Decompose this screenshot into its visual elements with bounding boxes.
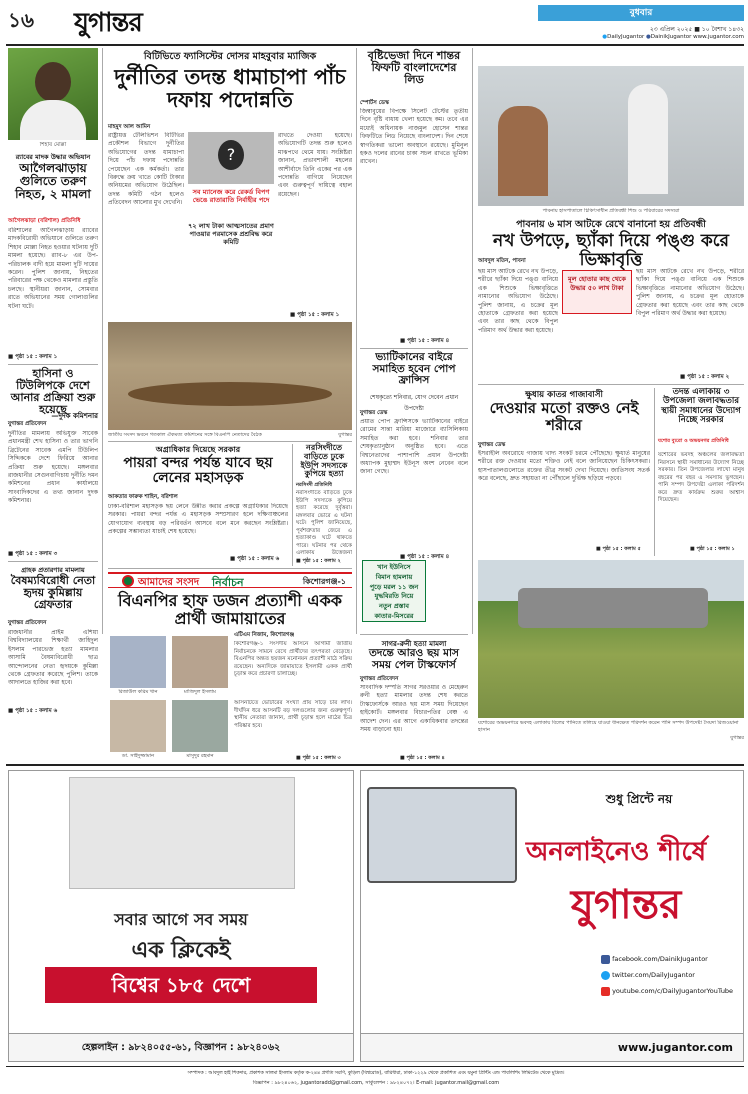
col1-headline: আগৈলঝাড়ায় গুলিতে তরুণ নিহত, ২ মামলা <box>15 161 91 202</box>
khan-younis-box <box>362 560 426 622</box>
rule-colD-right <box>472 48 473 634</box>
cricket-headline: বৃষ্টিভেজা দিনে শান্তর ফিফটি বাংলাদেশের লিড <box>367 49 461 87</box>
cricket-body: জিম্বাবুয়ের বিপক্ষে সিলেট টেস্টের তৃতীয় দিনে বৃষ্টি বাধায় খেলা হয়েছে কম। তবে এর মধ্যেই অধিনায়ক নাজমুল হোসেন শান্তর ফিফটিতে লিড নিয়েছে বাংলাদেশ। দিন শেষে স্বাগতিকরা ভালো অবস্থানে রয়েছে। মুমিনুল হকও দলের রানের চাকা সচল রাখতে ভূমিকা রাখেন। <box>360 108 468 166</box>
gaza-headline: দেওয়ার মতো রক্তও নেই শরীরে <box>489 399 639 434</box>
storya-kicker: অগ্রাধিকার দিয়েছে সরকার <box>155 445 241 454</box>
header-url[interactable]: www.jugantor.com <box>693 34 744 40</box>
ad-left-line3: বিশ্বের ১৮৫ দেশে <box>45 967 317 1003</box>
flood-continued: ■ পৃষ্ঠা ১৫ : কলাম ১ <box>690 546 735 552</box>
pope-subhead: শেষকৃত্যে শনিবার, যোগ দেবেন প্রধান উপদেষ্টা <box>369 394 459 412</box>
box-line-4: যুদ্ধবিরতি নিয়ে <box>374 592 414 601</box>
ad-right-brand: যুগান্তর <box>570 881 682 928</box>
col1c-body: রাজধানীর প্রাইম এশিয়া বিশ্ববিদ্যালয়ের শিক্ষার্থী জাহিদুল ইসলাম পারভেজ হত্যা মামলার আসামি বৈষম্যবিরোধী ছাত্র আন্দোলনের নেতা হৃদয়কে কুমিল্লা থেকে গ্রেফতার করেছে পুলিশ। তাকে আদালতে হাজির করা হবে। <box>8 629 98 687</box>
col1b-body: দুর্নীতির মামলায় অভিযুক্ত সাবেক প্রধানমন্ত্রী শেখ হাসিনা ও তার ভাগনি ব্রিটেনের সাবেক এমপি টিউলিপ সিদ্দিককে দেশে ফিরিয়ে আনার প্রক্রিয়া শুরু হয়েছে। মঙ্গলবার রাজধানীর সেগুনবাগিচায় দুর্নীতি দমন কমিশনের প্রধান কার্যালয়ে সাংবাদিকদের এ তথ্য জানান দুদক কমিশনার। <box>8 430 98 505</box>
lead-body: রাষ্ট্রায়ত্ত টেলিভিশন বিটিভির প্রকৌশল বিভাগে দুর্নীতির অভিযোগের তদন্ত ধামাচাপা দিয়ে পাঁচ দফায় পদোন্নতি পেয়েছেন এক কর্মকর্তা। তার বিরুদ্ধে ক্রয় খাতে কোটি টাকার অনিয়মের অভিযোগ উঠেছিল। তদন্ত কমিটি গঠন হলেও প্রতিবেদন আলোর মুখ দেখেনি। <box>108 132 184 207</box>
person-body-shape <box>20 100 86 140</box>
date-line: ২৩ এপ্রিল ২০২৫ ■ ১০ বৈশাখ ১৪৩২ <box>649 26 744 33</box>
footer-rule <box>6 1066 744 1067</box>
gaza-continued: ■ পৃষ্ঠা ১৫ : কলাম ৫ <box>596 546 641 552</box>
suspicion-icon: ? <box>218 140 244 170</box>
col1b-subhead: —দুদক কমিশনার <box>51 412 98 420</box>
election-area: কিশোরগঞ্জ-১ <box>302 577 346 586</box>
candidate-name-2: মাজিদুল ইসলাম <box>184 689 216 695</box>
storyb-byline: নরসিংদী প্রতিনিধি <box>296 482 332 488</box>
storya-byline: আকতার ফারুক শাহিন, বরিশাল <box>108 494 178 500</box>
lead-kicker: বিটিভিতে ফ্যাসিস্টের দোসর মাহবুবার ম্যাজিক <box>143 51 317 62</box>
ad-right-tag: শুধু প্রিন্টে নয় <box>605 792 673 806</box>
box-line-2: বিমান হামলায় <box>375 572 413 581</box>
footer-line-2: বিজ্ঞাপন : ৯৮২৪০৬২, jugantoradd@gmail.com, সার্কুলেশন : ৯৮২৪০৭২। E-mail: jugantor.mail@gmail.com <box>252 1080 500 1086</box>
ad-facebook-link[interactable]: facebook.com/DainikJugantor <box>612 955 708 963</box>
sagar-body: সাংবাদিক দম্পতি সাগর সরওয়ার ও মেহেরুন রুনী হত্যা মামলার তদন্ত শেষ করতে টাস্কফোর্সকে আরও ছয় মাস সময় দিয়েছেন হাইকোর্ট। মঙ্গলবার বিচারপতির বেঞ্চ এ আদেশ দেন। এর আগে একাধিকবার তদন্তের সময় বাড়ানো হয়। <box>360 684 468 734</box>
flood-body: যশোরের ভবদহ অঞ্চলের জলাবদ্ধতা নিরসনে স্থায়ী সমাধানের উদ্যোগ নিচ্ছে সরকার। তিন উপজেলার লাখো মানুষ বছরের পর বছর এ সমস্যায় ভুগছেন। পানি সম্পদ উপদেষ্টা এলাকা পরিদর্শন করে দ্রুত কার্যক্রম শুরুর আশ্বাস দিয়েছেন। <box>658 452 744 503</box>
ad-right <box>360 770 744 1062</box>
box-line-5: নতুন প্রস্তাব <box>379 602 409 611</box>
ad-twitter-row[interactable] <box>601 967 741 983</box>
cricket-byline: স্পোর্টস ডেস্ক <box>360 100 389 106</box>
election-headline: বিএনপির হাফ ডজন প্রত্যাশী একক প্রার্থী জামায়াতের <box>118 591 342 628</box>
field-photo-caption: যশোরের অভয়নগরে ভবদহ এলাকায় বিলের পানিতে তলিয়ে যাওয়া ধানক্ষেত পরিদর্শন করেন পানি সম্পদ উপদেষ্টা সৈয়দা রিজওয়ানা হাসান <box>478 720 739 733</box>
header-social <box>498 34 744 40</box>
ad-youtube-link[interactable]: youtube.com/c/DailyJugantorYouTube <box>612 987 734 995</box>
facebook-icon <box>601 955 610 964</box>
day-badge: বুধবার <box>538 5 744 21</box>
election-brand: আমাদের সংসদ <box>138 577 200 588</box>
col1c-kicker: গ্রাহক প্রতারণার মামলায় <box>21 566 85 574</box>
storyb-body: নরসিংদীতে বাড়িতে ঢুকে ইউপি সদস্যকে কুপিয়ে হত্যা করেছে দুর্বৃত্তরা। মঙ্গলবার ভোরে এ ঘটনা ঘটে। পুলিশ জানিয়েছে, পূর্বশত্রুতার জেরে এ হত্যাকাণ্ড ঘটে থাকতে পারে। ঘটনার পর থেকে এলাকায় উত্তেজনা <box>296 490 352 556</box>
ad-left-line2: এক ক্লিকেই <box>131 938 231 963</box>
box-line-3: পুড়ে মরল ১১ জন <box>369 582 419 591</box>
pabna-pullquote: মূল হোতার কাছ থেকে উদ্ধার ৫০ লাখ টাকা <box>562 270 632 314</box>
meeting-photo-caption: জাতীয় সংসদ ভবনে গতকাল ঐকমত্য কমিশনের সঙ্গে বিএনপি নেতাদের বৈঠক <box>108 432 262 438</box>
gaza-kicker: ক্ষুধায় কাতর গাজাবাসী <box>525 390 603 400</box>
candidate-photo-4 <box>172 700 228 752</box>
election-top-rule <box>108 568 352 569</box>
lead-byline: মাহমুদ আল আমিন <box>108 124 151 130</box>
person-white-shape <box>628 84 668 194</box>
ad-left-line1: সবার আগে সব সময় <box>114 910 248 929</box>
rule-col1 <box>102 48 103 634</box>
col1c-headline: বৈষম্যবিরোধী নেতা হৃদয় কুমিল্লায় গ্রেফতার <box>10 574 96 612</box>
lead-pullquote-1: সব ম্যানেজ করে রেকর্ড বিপণ ভেঙে রাতারাতি নির্বাহীর পদে <box>192 188 270 204</box>
gaza-byline: যুগান্তর ডেস্ক <box>478 442 506 448</box>
pope-body: প্রয়াত পোপ ফ্রান্সিসকে ভ্যাটিকানের বাইরে রোমের সান্তা মারিয়া মাজোরে ব্যাসিলিকায় সমাহিত করা হবে। শনিবার তার শেষকৃত্যানুষ্ঠান অনুষ্ঠিত হবে। এতে বিশ্বনেতাদের পাশাপাশি প্রধান উপদেষ্টা অধ্যাপক মুহাম্মদ ইউনূস অংশ নেবেন বলে জানা গেছে। <box>360 418 468 476</box>
ad-left-hotline: হেল্পলাইন : ৯৮২৪০৫৫-৬১, বিজ্ঞাপন : ৯৮২৪০৬২ <box>9 1033 353 1061</box>
col1-sep1 <box>8 364 98 365</box>
cricket-continued: ■ পৃষ্ঠা ১৫ : কলাম ৪ <box>400 338 450 344</box>
colE-sep1 <box>478 384 744 385</box>
election-band <box>108 572 352 588</box>
lead-sep <box>108 441 352 442</box>
lead-headline: দুর্নীতির তদন্ত ধামাচাপা পাঁচ দফায় পদোন্নতি <box>114 65 346 113</box>
table-shape <box>128 382 332 406</box>
pabna-body-2: ছয় মাস আটকে রেখে নখ উপড়ে, শরীরে ছ্যাঁকা দিয়ে পঙ্গু বানিয়ে এক শিশুকে ভিক্ষাবৃত্তিতে নামানোর অভিযোগ উঠেছে। পুলিশ জানায়, এ চক্রের মূল হোতাকে গ্রেফতার করা হয়েছে এবং তার কাছ থেকে বিপুল পরিমাণ অর্থ উদ্ধার করা হয়েছে। <box>636 268 744 318</box>
ad-left <box>8 770 354 1062</box>
page-number: ১৬ <box>8 8 34 32</box>
storyb-continued: ■ পৃষ্ঠা ১৫ : কলাম ২ <box>296 558 341 564</box>
election-title: নির্বাচন <box>212 576 244 589</box>
social-twitter[interactable]: DailyJugantor <box>607 34 645 40</box>
election-logo-icon <box>122 575 134 587</box>
lead-illustration <box>188 132 274 184</box>
col1-body: বরিশালের আগৈলঝাড়ায় র‍্যাবের মাদকবিরোধী অভিযানে গুলিতে তরুণ শিহাব মোল্লা নিহত হওয়ার ঘটনায় দুটি মামলা হয়েছে। র‍্যাব-৮ এর উপ-পরিচালক বাদী হয়ে মামলা দুটি দায়ের করেন। পুলিশ জানায়, নিহতের পরিবারের পক্ষ থেকেও মামলার প্রস্তুতি চলছে। স্থানীয়রা জানান, সোমবার রাতে অভিযানের সময় গোলাগুলির ঘটনা ঘটে। <box>8 227 98 310</box>
youtube-icon <box>601 987 610 996</box>
lead-pullquote-2: ৭২ লাখ টাকা আত্মসাতের প্রমাণ পাওয়ার পরমাসেক প্রশ্রবিদ্ধ করে কমিটি <box>188 222 274 246</box>
masthead: যুগান্তর <box>74 8 142 38</box>
col1b-headline: হাসিনা ও টিউলিপকে দেশে আনার প্রক্রিয়া শুরু হয়েছে <box>10 367 96 417</box>
pabna-photo <box>478 66 744 206</box>
storya-headline: পায়রা বন্দর পর্যন্ত যাবে ছয় লেনের মহাসড়ক <box>123 455 273 487</box>
candidate-name-4: মাসুদুর রহমান <box>186 753 214 759</box>
col1c-byline: যুগান্তর প্রতিবেদন <box>8 620 47 626</box>
pope-continued: ■ পৃষ্ঠা ১৫ : কলাম ৪ <box>400 554 450 560</box>
pabna-photo-caption: পাবনায় হাসপাতালে চিকিৎসাধীন প্রতিবন্ধী শিশু ও পরিবারের সদস্যরা <box>542 208 680 214</box>
victim-photo <box>8 48 98 140</box>
storyab-rule <box>292 444 293 566</box>
sagar-continued: ■ পৃষ্ঠা ১৫ : কলাম ৪ <box>400 755 445 761</box>
storya-body: ঢাকা-বরিশাল মহাসড়ক ছয় লেনে উন্নীত করার প্রকল্পে অগ্রাধিকার দিয়েছে সরকার। পায়রা বন্দর পর্যন্ত এ মহাসড়ক সম্প্রসারণ হলে দক্ষিণাঞ্চলের যোগাযোগ ব্যবস্থায় বড় পরিবর্তন আসবে বলে মনে করছেন সংশ্লিষ্টরা। প্রকল্পের সম্ভাব্যতা যাচাই শেষ হয়েছে। <box>108 503 288 536</box>
person-silhouette-icon <box>35 62 71 102</box>
col1-continued: ■ পৃষ্ঠা ১৫ : কলাম ১ <box>8 354 58 360</box>
ad-top-rule <box>6 764 744 766</box>
victim-photo-caption: শিহাব মোল্লা <box>39 142 67 148</box>
pope-byline: যুগান্তর ডেস্ক <box>360 410 388 416</box>
ad-right-social <box>601 951 741 999</box>
footer-line-1: সম্পাদক : আবদুল হাই শিকদার, প্রকাশক সালমা ইসলাম কর্তৃক ক-২৪৪ প্রগতি সরণি, কুড়িল (বিশ্বরোড), বারিধারা, ঢাকা-১২২৯ থেকে প্রকাশিত এবং যমুনা প্রিন্টিং এন্ড পাবলিশিং লিমিটেড থেকে মুদ্রিত। <box>187 1071 565 1076</box>
box-line-1: খান ইউনিসে <box>377 563 411 571</box>
election-continued: ■ পৃষ্ঠা ১৫ : কলাম ৩ <box>296 755 341 761</box>
col1b-continued: ■ পৃষ্ঠা ১৫ : কলাম ৩ <box>8 551 58 557</box>
twitter-icon <box>601 971 610 980</box>
header-rule <box>6 44 744 46</box>
sagar-kicker: সাগর-রুনী হত্যা মামলা <box>381 640 447 648</box>
rule-colD-left <box>356 48 357 634</box>
facebook-icon: ● <box>645 34 651 40</box>
twitter-icon: ● <box>602 34 608 40</box>
colD-sep1 <box>360 348 468 349</box>
ad-youtube-row[interactable] <box>601 983 741 999</box>
col1-sep2 <box>8 561 98 562</box>
ad-facebook-row[interactable] <box>601 951 741 967</box>
sagar-top-rule <box>360 634 468 635</box>
pabna-body: ছয় মাস আটকে রেখে নখ উপড়ে, শরীরে ছ্যাঁকা দিয়ে পঙ্গু বানিয়ে এক শিশুকে ভিক্ষাবৃত্তিতে নামানোর অভিযোগ উঠেছে। পুলিশ জানায়, এ চক্রের মূল হোতাকে গ্রেফতার করা হয়েছে এবং তার কাছ থেকে বিপুল পরিমাণ অর্থ উদ্ধার করা হয়েছে। <box>478 268 558 334</box>
candidate-name-1: রিজাউল করিম খান <box>118 689 158 695</box>
election-body: কিশোরগঞ্জ-১ সংসদীয় আসনে আগামী জাতীয় নির্বাচনকে সামনে রেখে প্রার্থীদের তৎপরতা বেড়েছে। বিএনপির অন্তত ছয়জন মনোনয়ন প্রত্যাশী মাঠে সক্রিয় রয়েছেন। অন্যদিকে জামায়াতে ইসলামী একক প্রার্থী চূড়ান্ত করে প্রচারণা চালাচ্ছে। <box>234 641 352 677</box>
meeting-photo <box>108 322 352 430</box>
col1-byline: আগৈলঝাড়া (বরিশাল) প্রতিনিধি <box>8 218 81 224</box>
election-body-2: আসনটিতে ভোটারের সংখ্যা প্রায় সাড়ে চার লাখ। দীর্ঘদিন ধরে আসনটি বড় দলগুলোর জন্য গুরুত্বপূর্ণ। স্থানীয় নেতারা জানান, প্রার্থী চূড়ান্ত হলে মাঠের চিত্র পরিষ্কার হবে। <box>234 700 352 729</box>
pope-headline: ভ্যাটিকানের বাইরে সমাহিত হবেন পোপ ফ্রান্সিস <box>372 351 456 387</box>
candidate-photo-3 <box>110 700 166 752</box>
child-shape <box>498 106 548 196</box>
social-facebook[interactable]: DainikJugantor <box>650 34 692 40</box>
col1b-byline: যুগান্তর প্রতিবেদন <box>8 421 47 427</box>
col1c-continued: ■ পৃষ্ঠা ১৫ : কলাম ৬ <box>8 708 58 714</box>
lead-continued: ■ পৃষ্ঠা ১৫ : কলাম ১ <box>290 312 340 318</box>
pabna-continued: ■ পৃষ্ঠা ১৫ : কলাম ২ <box>680 374 730 380</box>
crowd-shape <box>518 588 708 628</box>
ad-twitter-link[interactable]: twitter.com/DailyJugantor <box>612 971 695 979</box>
candidate-name-3: ডা. সাইদুজ্জামান <box>121 753 155 759</box>
candidate-photo-2 <box>172 636 228 688</box>
flood-byline: যশোর ব্যুরো ও অভয়নগর প্রতিনিধি <box>658 438 729 444</box>
gaza-rule <box>654 388 655 556</box>
lead-body-2: রাখতে দেওয়া হয়েছে। অভিযোগটি তদন্ত শুরু হলেও মাঝপথে থেমে যায়। সংশ্লিষ্টরা জানান, প্রভাবশালী মহলের আশীর্বাদে তিনি একের পর এক পদোন্নতি বাগিয়ে নিয়েছেন এবং গুরুত্বপূর্ণ দায়িত্বে বহাল রয়েছেন। <box>278 132 352 198</box>
election-byline: এটিএম নিজাম, কিশোরগঞ্জ <box>234 632 295 638</box>
gaza-body: ইসরাইলি অবরোধে গাজায় খাদ্য সংকট চরমে পৌঁছেছে। ক্ষুধার্ত মানুষের শরীরে রক্ত দেওয়ার মতো শক্তিও নেই বলে জানিয়েছেন চিকিৎসকরা। হাসপাতালগুলোতে রক্তের তীব্র সংকট দেখা দিয়েছে। জাতিসংঘ সতর্ক করে বলেছে, দ্রুত সহায়তা না পৌঁছালে দুর্ভিক্ষ ছড়িয়ে পড়বে। <box>478 450 650 483</box>
sagar-headline: তদন্তে আরও ছয় মাস সময় পেল টাস্কফোর্স <box>369 647 459 671</box>
field-photo <box>478 560 744 718</box>
box-line-6: কাতার-মিসরের <box>374 611 414 620</box>
pabna-byline: আবদুল মতিন, পাবনা <box>478 258 526 264</box>
pabna-headline: নখ উপড়ে, ছ্যাঁকা দিয়ে পঙ্গু করে ভিক্ষাবৃত্তি <box>493 231 729 270</box>
storya-continued: ■ পৃষ্ঠা ১৫ : কলাম ৬ <box>230 556 280 562</box>
candidate-photo-1 <box>110 636 166 688</box>
pabna-kicker: পাবনায় ৬ মাস আটকে রেখে বানানো হয় প্রতিবন্ধী <box>516 219 706 230</box>
storyb-headline: নরসিংদীতে বাড়িতে ঢুকে ইউপি সদস্যকে কুপিয়ে হত্যা <box>300 443 348 479</box>
field-photo-credit: যুগান্তর <box>730 735 744 741</box>
ad-newspaper-image <box>69 777 295 889</box>
ad-right-line1: অনলাইনেও শীর্ষে <box>525 837 707 867</box>
ad-right-url[interactable]: www.jugantor.com <box>361 1033 743 1061</box>
sagar-byline: যুগান্তর প্রতিবেদন <box>360 676 399 682</box>
flood-headline: তদন্ত এলাকায় ৩ উপজেলা জলাবদ্ধতার স্থায়ী সমাধানের উদ্যোগ নিচ্ছে সরকার <box>661 387 741 426</box>
meeting-photo-credit: যুগান্তর <box>338 432 352 438</box>
col1-kicker: র‍্যাবের মাদক উদ্ধার অভিযান <box>15 153 91 161</box>
